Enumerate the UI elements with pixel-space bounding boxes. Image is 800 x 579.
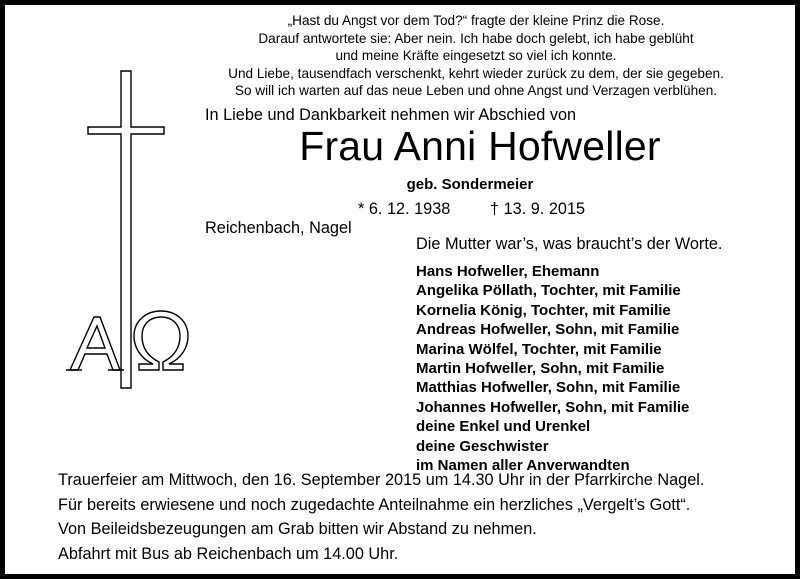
closing-notes bbox=[58, 468, 704, 566]
cross-alpha-omega-icon bbox=[60, 70, 200, 395]
poem-line: So will ich warten auf das neue Leben und ohne Angst und Verzagen verblühen. bbox=[234, 83, 718, 99]
poem-line: „Hast du Angst vor dem Tod?“ fragte der kleine Prinz die Rose. bbox=[287, 13, 665, 28]
mourner-entry: Angelika Pöllath, Tochter, mit Familie bbox=[416, 282, 681, 300]
intro-text: In Liebe und Dankbarkeit nehmen wir Abschied von bbox=[205, 106, 577, 124]
condolence-note: Von Beileidsbezeugungen am Grab bitten wir Abstand zu nehmen. bbox=[58, 520, 537, 538]
mourner-entry: Marina Wölfel, Tochter, mit Familie bbox=[416, 340, 662, 358]
funeral-service-note: Trauerfeier am Mittwoch, den 16. September 2015 um 14.30 Uhr in der Pfarrkirche Nagel. bbox=[58, 471, 705, 489]
death-date: † 13. 9. 2015 bbox=[490, 200, 586, 218]
maiden-name: geb. Sondermeier bbox=[406, 176, 534, 193]
poem-line: Darauf antwortete sie: Aber nein. Ich habe doch gelebt, ich habe geblüht bbox=[258, 30, 694, 46]
poem-line: und meine Kräfte eingesetzt so viel ich konnte. bbox=[335, 48, 617, 64]
mourner-entry: Hans Hofweller, Ehemann bbox=[416, 263, 600, 280]
mourner-entry: Andreas Hofweller, Sohn, mit Familie bbox=[416, 321, 680, 339]
poem bbox=[196, 12, 756, 100]
mourner-entry: Johannes Hofweller, Sohn, mit Familie bbox=[416, 398, 690, 416]
mourner-entry: deine Enkel und Urenkel bbox=[416, 418, 591, 436]
thanks-note: Für bereits erwiesene und noch zugedachte Anteilnahme ein herzliches „Vergelt’s Gott“. bbox=[58, 495, 691, 514]
residence: Reichenbach, Nagel bbox=[205, 219, 352, 237]
mourner-entry: im Namen aller Anverwandten bbox=[416, 457, 630, 475]
birth-date: * 6. 12. 1938 bbox=[358, 200, 451, 218]
mourner-entry: Kornelia König, Tochter, mit Familie bbox=[416, 301, 671, 319]
mourner-entry: Matthias Hofweller, Sohn, mit Familie bbox=[416, 379, 681, 397]
mourner-entry: deine Geschwister bbox=[416, 437, 549, 455]
quote: Die Mutter war’s, was braucht’s der Worte. bbox=[416, 235, 723, 253]
poem-line: Und Liebe, tausendfach verschenkt, kehrt wieder zurück zu dem, der sie gegeben. bbox=[228, 65, 724, 81]
mourners-list bbox=[416, 262, 689, 475]
deceased-name: Frau Anni Hofweller bbox=[299, 123, 661, 169]
mourner-entry: Martin Hofweller, Sohn, mit Familie bbox=[416, 360, 665, 378]
bus-departure-note: Abfahrt mit Bus ab Reichenbach um 14.00 Uhr. bbox=[58, 544, 399, 563]
